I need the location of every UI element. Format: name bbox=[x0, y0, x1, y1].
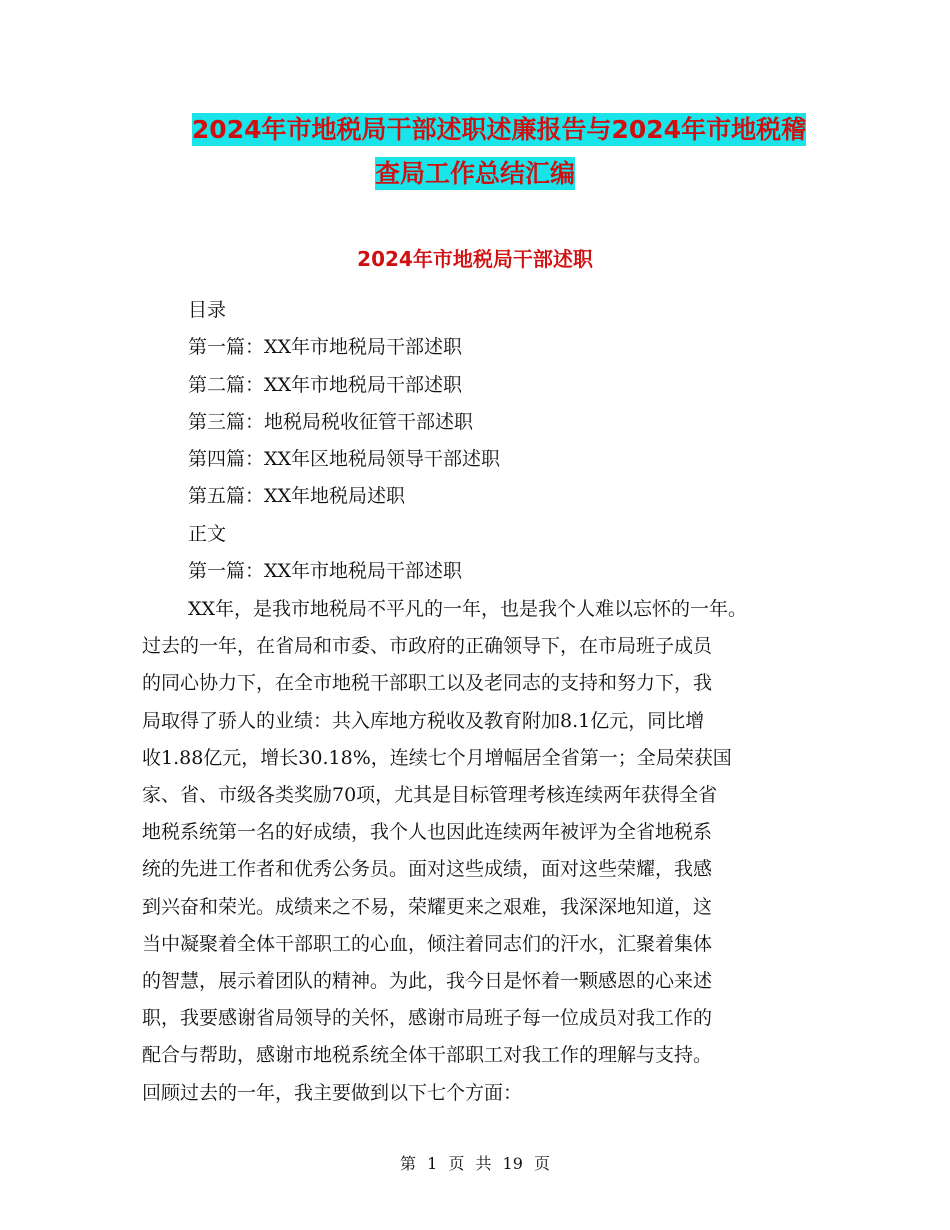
section-heading: 2024年市地税局干部述职 bbox=[357, 247, 593, 271]
toc-item: 第三篇：地税局税收征管干部述职 bbox=[188, 410, 474, 433]
body-line: 回顾过去的一年，我主要做到以下七个方面： bbox=[142, 1081, 523, 1104]
document-title-line-1: 2024年市地税局干部述职述廉报告与2024年市地税稽 bbox=[191, 115, 807, 144]
toc-item: 正文 bbox=[188, 522, 227, 545]
page-footer: 第 1 页 共 19 页 bbox=[400, 1154, 550, 1173]
body-line: 统的先进工作者和优秀公务员。面对这些成绩，面对这些荣耀，我感 bbox=[142, 858, 713, 881]
body-line: 当中凝聚着全体干部职工的心血，倾注着同志们的汗水，汇聚着集体 bbox=[142, 932, 713, 955]
table-of-contents bbox=[188, 292, 500, 590]
body-line: 配合与帮助，感谢市地税系统全体干部职工对我工作的理解与支持。 bbox=[142, 1044, 713, 1067]
body-paragraph bbox=[142, 591, 810, 1112]
body-line: XX年，是我市地税局不平凡的一年，也是我个人难以忘怀的一年。 bbox=[188, 598, 748, 620]
toc-item: 第一篇：XX年市地税局干部述职 bbox=[188, 336, 463, 359]
document-title-line-2: 查局工作总结汇编 bbox=[374, 159, 575, 188]
toc-item: 第二篇：XX年市地税局干部述职 bbox=[188, 373, 463, 396]
body-line: 过去的一年，在省局和市委、市政府的正确领导下，在市局班子成员 bbox=[142, 635, 713, 658]
toc-item: 目录 bbox=[188, 299, 227, 321]
toc-item: 第五篇：XX年地税局述职 bbox=[188, 485, 406, 508]
body-line: 收1.88亿元，增长30.18%，连续七个月增幅居全省第一；全局荣获国 bbox=[142, 746, 732, 769]
body-line: 的智慧，展示着团队的精神。为此，我今日是怀着一颗感恩的心来述 bbox=[142, 970, 713, 993]
body-line: 职，我要感谢省局领导的关怀，感谢市局班子每一位成员对我工作的 bbox=[142, 1007, 713, 1030]
body-line: 地税系统第一名的好成绩，我个人也因此连续两年被评为全省地税系 bbox=[142, 821, 713, 844]
body-line: 局取得了骄人的业绩：共入库地方税收及教育附加8.1亿元，同比增 bbox=[142, 709, 705, 732]
body-line: 到兴奋和荣光。成绩来之不易，荣耀更来之艰难，我深深地知道，这 bbox=[142, 895, 713, 918]
toc-item: 第一篇：XX年市地税局干部述职 bbox=[188, 560, 463, 583]
body-line: 的同心协力下，在全市地税干部职工以及老同志的支持和努力下，我 bbox=[142, 672, 713, 695]
body-line: 家、省、市级各类奖励70项，尤其是目标管理考核连续两年获得全省 bbox=[142, 784, 718, 807]
toc-item: 第四篇：XX年区地税局领导干部述职 bbox=[188, 448, 501, 471]
